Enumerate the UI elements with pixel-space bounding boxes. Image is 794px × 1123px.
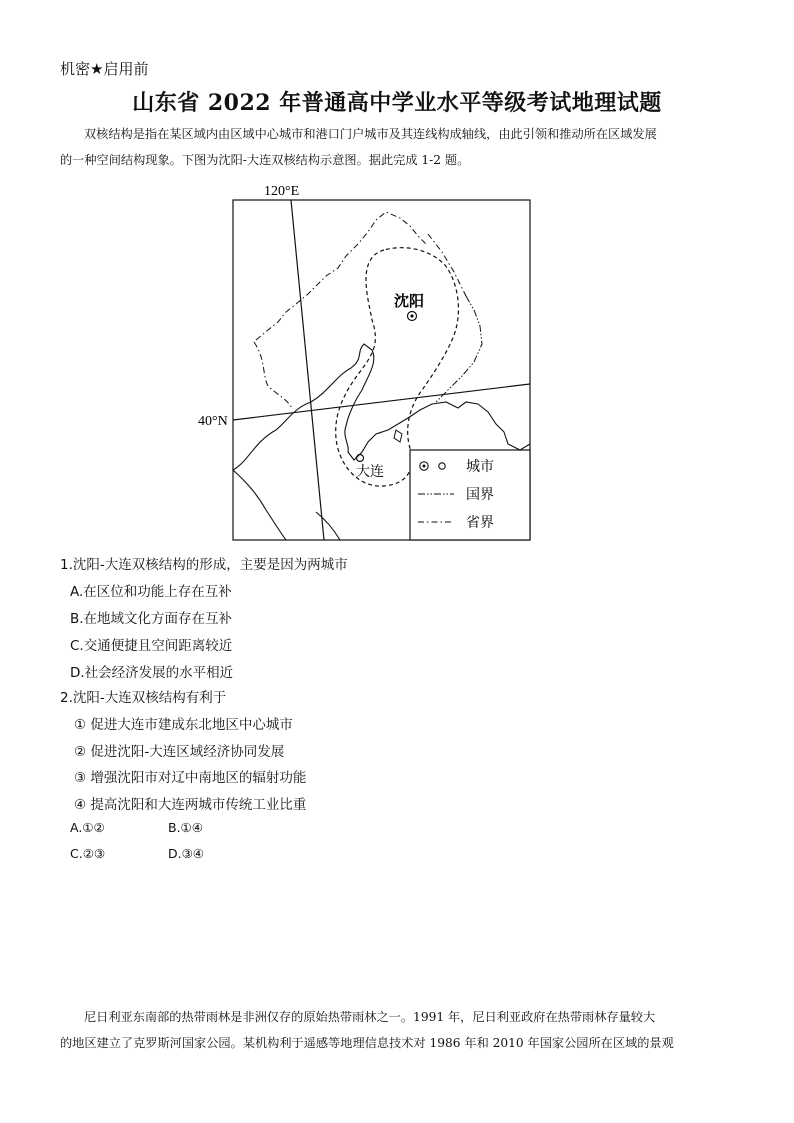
question-1-stem: 1.沈阳-大连双核结构的形成，主要是因为两城市 bbox=[60, 557, 348, 573]
passage-2-line-1: 尼日利亚东南部的热带雨林是非洲仅存的原始热带雨林之一。1991 年，尼日利亚政府在热带雨林存量较大 bbox=[84, 1010, 656, 1024]
question-2-item-4: ④ 提高沈阳和大连两城市传统工业比重 bbox=[74, 797, 307, 813]
lon-label: 120°E bbox=[264, 184, 300, 199]
question-2-choice-a[interactable]: A.①② bbox=[70, 820, 105, 835]
page-title: 山东省 2022 年普通高中学业水平等级考试地理试题 bbox=[132, 90, 662, 116]
question-1-option-d[interactable]: D.社会经济发展的水平相近 bbox=[70, 665, 234, 681]
island bbox=[394, 430, 402, 442]
legend-city-label: 城市 bbox=[466, 459, 494, 475]
question-2-item-3: ③ 增强沈阳市对辽中南地区的辐射功能 bbox=[74, 770, 307, 786]
shenyang-marker-dot bbox=[410, 314, 413, 317]
intro-line-2: 的一种空间结构现象。下图为沈阳-大连双核结构示意图。据此完成 1-2 题。 bbox=[60, 153, 470, 167]
question-1-option-a[interactable]: A.在区位和功能上存在互补 bbox=[70, 584, 232, 600]
shenyang-label: 沈阳 bbox=[394, 292, 425, 310]
parallel-line bbox=[233, 384, 530, 420]
passage-2-line-2: 的地区建立了克罗斯河国家公园。某机构利于遥感等地理信息技术对 1986 年和 2010 年国家公园所在区域的景观 bbox=[60, 1036, 674, 1050]
question-1-option-c[interactable]: C.交通便捷且空间距离较近 bbox=[70, 638, 233, 654]
legend-provincial-border-label: 省界 bbox=[466, 515, 494, 531]
dalian-label: 大连 bbox=[356, 464, 384, 480]
secret-label: 机密★启用前 bbox=[60, 60, 149, 78]
legend-city-icon-dot bbox=[423, 465, 426, 468]
provincial-border-3 bbox=[428, 234, 466, 296]
question-1-option-b[interactable]: B.在地域文化方面存在互补 bbox=[70, 611, 233, 627]
intro-line-1: 双核结构是指在某区域内由区域中心城市和港口门户城市及其连线构成轴线，由此引领和推动所在区域发展 bbox=[84, 127, 657, 141]
lat-label: 40°N bbox=[198, 414, 228, 429]
meridian-line bbox=[291, 200, 324, 540]
coastline-west bbox=[233, 470, 286, 540]
question-2-stem: 2.沈阳-大连双核结构有利于 bbox=[60, 690, 227, 706]
question-2-item-1: ① 促进大连市建成东北地区中心城市 bbox=[74, 717, 293, 733]
map-svg bbox=[196, 180, 536, 542]
question-2-choice-d[interactable]: D.③④ bbox=[168, 846, 205, 861]
map-figure bbox=[196, 180, 536, 542]
question-2-choice-b[interactable]: B.①④ bbox=[168, 820, 203, 835]
provincial-border bbox=[256, 212, 426, 340]
legend-national-border-label: 国界 bbox=[466, 487, 494, 503]
provincial-border-2 bbox=[254, 342, 292, 408]
national-border bbox=[436, 296, 482, 402]
coastline-south bbox=[316, 512, 340, 540]
question-2-choice-c[interactable]: C.②③ bbox=[70, 846, 106, 861]
dalian-marker-icon bbox=[357, 455, 364, 462]
question-2-item-2: ② 促进沈阳-大连区域经济协同发展 bbox=[74, 744, 285, 760]
